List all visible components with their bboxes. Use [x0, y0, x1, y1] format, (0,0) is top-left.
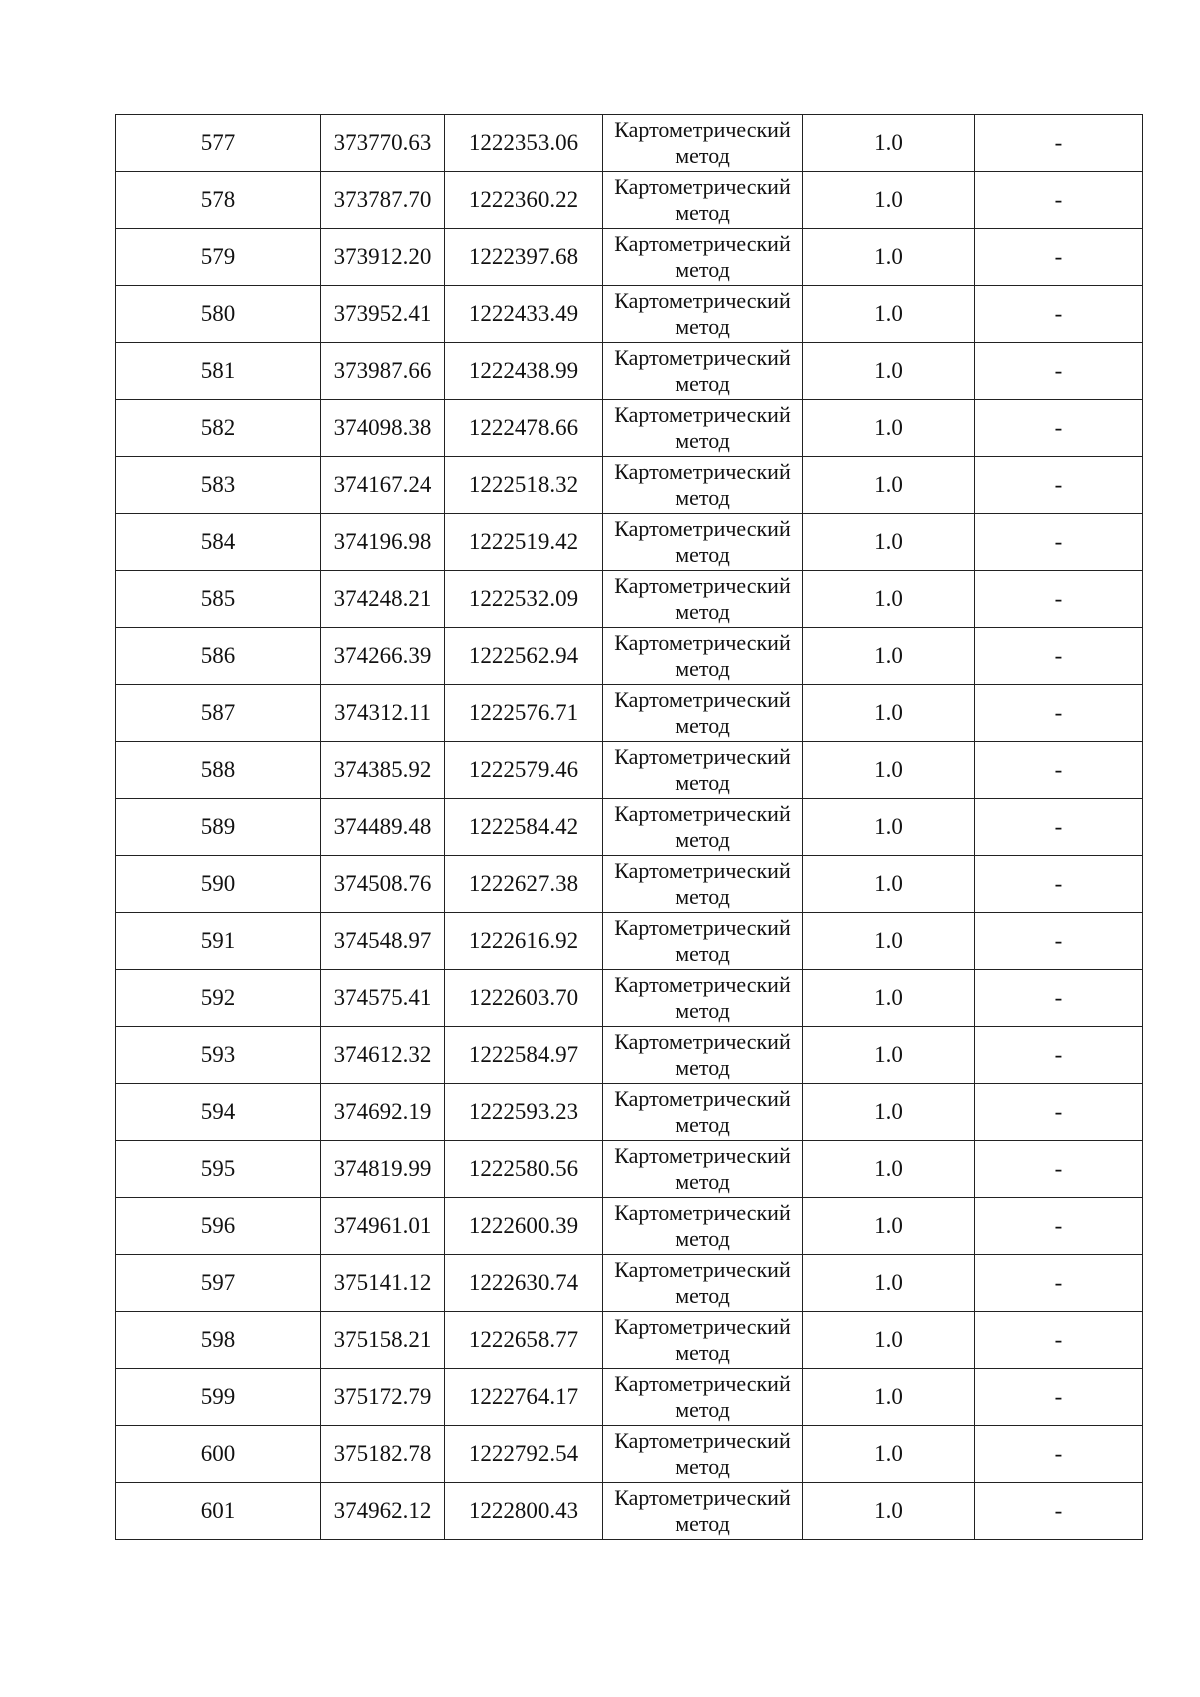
x-coordinate-cell: 374098.38: [321, 400, 445, 457]
method-line-2: метод: [675, 770, 730, 795]
table-row: [116, 571, 1143, 628]
method-line-1: Картометрический: [614, 174, 791, 199]
x-coordinate-cell: 375141.12: [321, 1255, 445, 1312]
y-coordinate-cell: 1222576.71: [445, 685, 603, 742]
note-cell: -: [975, 571, 1143, 628]
method-line-1: Картометрический: [614, 459, 791, 484]
table-row: [116, 742, 1143, 799]
method-line-2: метод: [675, 941, 730, 966]
y-coordinate-cell: 1222478.66: [445, 400, 603, 457]
y-coordinate-cell: 1222584.97: [445, 1027, 603, 1084]
x-coordinate-cell: 374819.99: [321, 1141, 445, 1198]
method-line-2: метод: [675, 1340, 730, 1365]
point-number-cell: 592: [116, 970, 321, 1027]
method-line-2: метод: [675, 884, 730, 909]
method-cell: [603, 856, 803, 913]
x-coordinate-cell: 374489.48: [321, 799, 445, 856]
note-cell: -: [975, 343, 1143, 400]
y-coordinate-cell: 1222518.32: [445, 457, 603, 514]
y-coordinate-cell: 1222353.06: [445, 115, 603, 172]
method-cell: [603, 1255, 803, 1312]
y-coordinate-cell: 1222360.22: [445, 172, 603, 229]
point-number-cell: 594: [116, 1084, 321, 1141]
table-row: [116, 400, 1143, 457]
method-cell: [603, 115, 803, 172]
method-cell: [603, 457, 803, 514]
method-line-2: метод: [675, 599, 730, 624]
point-number-cell: 597: [116, 1255, 321, 1312]
accuracy-cell: 1.0: [803, 400, 975, 457]
note-cell: -: [975, 1369, 1143, 1426]
point-number-cell: 601: [116, 1483, 321, 1540]
method-line-2: метод: [675, 200, 730, 225]
note-cell: -: [975, 172, 1143, 229]
method-line-1: Картометрический: [614, 345, 791, 370]
method-line-2: метод: [675, 1397, 730, 1422]
method-line-1: Картометрический: [614, 972, 791, 997]
accuracy-cell: 1.0: [803, 685, 975, 742]
accuracy-cell: 1.0: [803, 571, 975, 628]
method-line-2: метод: [675, 998, 730, 1023]
method-line-1: Картометрический: [614, 630, 791, 655]
table-row: [116, 172, 1143, 229]
method-line-1: Картометрический: [614, 1428, 791, 1453]
x-coordinate-cell: 374266.39: [321, 628, 445, 685]
y-coordinate-cell: 1222764.17: [445, 1369, 603, 1426]
method-line-1: Картометрический: [614, 573, 791, 598]
method-line-1: Картометрический: [614, 687, 791, 712]
method-line-1: Картометрический: [614, 516, 791, 541]
y-coordinate-cell: 1222630.74: [445, 1255, 603, 1312]
table-row: [116, 1426, 1143, 1483]
point-number-cell: 584: [116, 514, 321, 571]
method-line-1: Картометрический: [614, 1257, 791, 1282]
note-cell: -: [975, 685, 1143, 742]
method-cell: [603, 913, 803, 970]
point-number-cell: 593: [116, 1027, 321, 1084]
method-line-1: Картометрический: [614, 1200, 791, 1225]
y-coordinate-cell: 1222580.56: [445, 1141, 603, 1198]
note-cell: -: [975, 742, 1143, 799]
y-coordinate-cell: 1222438.99: [445, 343, 603, 400]
point-number-cell: 591: [116, 913, 321, 970]
y-coordinate-cell: 1222658.77: [445, 1312, 603, 1369]
y-coordinate-cell: 1222397.68: [445, 229, 603, 286]
method-line-1: Картометрический: [614, 1371, 791, 1396]
y-coordinate-cell: 1222600.39: [445, 1198, 603, 1255]
accuracy-cell: 1.0: [803, 286, 975, 343]
x-coordinate-cell: 374312.11: [321, 685, 445, 742]
x-coordinate-cell: 374196.98: [321, 514, 445, 571]
accuracy-cell: 1.0: [803, 343, 975, 400]
accuracy-cell: 1.0: [803, 229, 975, 286]
x-coordinate-cell: 374508.76: [321, 856, 445, 913]
accuracy-cell: 1.0: [803, 628, 975, 685]
note-cell: -: [975, 1027, 1143, 1084]
method-line-2: метод: [675, 1112, 730, 1137]
accuracy-cell: 1.0: [803, 1483, 975, 1540]
method-cell: [603, 1312, 803, 1369]
method-cell: [603, 1198, 803, 1255]
accuracy-cell: 1.0: [803, 172, 975, 229]
note-cell: -: [975, 286, 1143, 343]
y-coordinate-cell: 1222593.23: [445, 1084, 603, 1141]
accuracy-cell: 1.0: [803, 913, 975, 970]
x-coordinate-cell: 374692.19: [321, 1084, 445, 1141]
point-number-cell: 595: [116, 1141, 321, 1198]
table-row: [116, 685, 1143, 742]
method-cell: [603, 1027, 803, 1084]
y-coordinate-cell: 1222616.92: [445, 913, 603, 970]
accuracy-cell: 1.0: [803, 1255, 975, 1312]
coordinates-table: [115, 114, 1143, 1540]
x-coordinate-cell: 374961.01: [321, 1198, 445, 1255]
y-coordinate-cell: 1222627.38: [445, 856, 603, 913]
method-line-1: Картометрический: [614, 744, 791, 769]
y-coordinate-cell: 1222579.46: [445, 742, 603, 799]
table-row: [116, 913, 1143, 970]
accuracy-cell: 1.0: [803, 1426, 975, 1483]
accuracy-cell: 1.0: [803, 1369, 975, 1426]
point-number-cell: 578: [116, 172, 321, 229]
method-cell: [603, 970, 803, 1027]
point-number-cell: 579: [116, 229, 321, 286]
note-cell: -: [975, 799, 1143, 856]
method-line-2: метод: [675, 827, 730, 852]
method-line-1: Картометрический: [614, 117, 791, 142]
y-coordinate-cell: 1222800.43: [445, 1483, 603, 1540]
x-coordinate-cell: 374385.92: [321, 742, 445, 799]
y-coordinate-cell: 1222433.49: [445, 286, 603, 343]
table-row: [116, 286, 1143, 343]
x-coordinate-cell: 375182.78: [321, 1426, 445, 1483]
point-number-cell: 583: [116, 457, 321, 514]
note-cell: -: [975, 1426, 1143, 1483]
point-number-cell: 587: [116, 685, 321, 742]
method-line-1: Картометрический: [614, 1086, 791, 1111]
note-cell: -: [975, 913, 1143, 970]
table-row: [116, 856, 1143, 913]
method-cell: [603, 1426, 803, 1483]
table-row: [116, 1198, 1143, 1255]
method-cell: [603, 799, 803, 856]
method-cell: [603, 172, 803, 229]
note-cell: -: [975, 970, 1143, 1027]
note-cell: -: [975, 1141, 1143, 1198]
table-row: [116, 514, 1143, 571]
method-cell: [603, 229, 803, 286]
method-line-2: метод: [675, 1169, 730, 1194]
accuracy-cell: 1.0: [803, 742, 975, 799]
method-line-2: метод: [675, 1283, 730, 1308]
method-line-2: метод: [675, 371, 730, 396]
point-number-cell: 600: [116, 1426, 321, 1483]
point-number-cell: 585: [116, 571, 321, 628]
method-line-1: Картометрический: [614, 1314, 791, 1339]
method-cell: [603, 1369, 803, 1426]
y-coordinate-cell: 1222519.42: [445, 514, 603, 571]
note-cell: -: [975, 229, 1143, 286]
note-cell: -: [975, 1198, 1143, 1255]
point-number-cell: 580: [116, 286, 321, 343]
x-coordinate-cell: 373770.63: [321, 115, 445, 172]
method-line-2: метод: [675, 542, 730, 567]
x-coordinate-cell: 373787.70: [321, 172, 445, 229]
accuracy-cell: 1.0: [803, 1312, 975, 1369]
point-number-cell: 590: [116, 856, 321, 913]
table-row: [116, 229, 1143, 286]
table-row: [116, 1084, 1143, 1141]
method-line-2: метод: [675, 143, 730, 168]
accuracy-cell: 1.0: [803, 1198, 975, 1255]
x-coordinate-cell: 374962.12: [321, 1483, 445, 1540]
method-line-2: метод: [675, 257, 730, 282]
method-line-2: метод: [675, 656, 730, 681]
point-number-cell: 577: [116, 115, 321, 172]
note-cell: -: [975, 514, 1143, 571]
method-line-2: метод: [675, 1511, 730, 1536]
method-cell: [603, 742, 803, 799]
note-cell: -: [975, 400, 1143, 457]
note-cell: -: [975, 1483, 1143, 1540]
method-cell: [603, 400, 803, 457]
method-cell: [603, 1084, 803, 1141]
x-coordinate-cell: 374575.41: [321, 970, 445, 1027]
y-coordinate-cell: 1222603.70: [445, 970, 603, 1027]
table-row: [116, 1369, 1143, 1426]
method-cell: [603, 1141, 803, 1198]
table-row: [116, 115, 1143, 172]
method-cell: [603, 1483, 803, 1540]
method-line-2: метод: [675, 1226, 730, 1251]
point-number-cell: 581: [116, 343, 321, 400]
accuracy-cell: 1.0: [803, 970, 975, 1027]
method-line-1: Картометрический: [614, 1029, 791, 1054]
table-row: [116, 799, 1143, 856]
method-line-1: Картометрический: [614, 915, 791, 940]
table-row: [116, 457, 1143, 514]
x-coordinate-cell: 375158.21: [321, 1312, 445, 1369]
method-cell: [603, 628, 803, 685]
point-number-cell: 582: [116, 400, 321, 457]
method-line-2: метод: [675, 314, 730, 339]
note-cell: -: [975, 628, 1143, 685]
x-coordinate-cell: 374167.24: [321, 457, 445, 514]
y-coordinate-cell: 1222792.54: [445, 1426, 603, 1483]
x-coordinate-cell: 374548.97: [321, 913, 445, 970]
note-cell: -: [975, 1312, 1143, 1369]
point-number-cell: 598: [116, 1312, 321, 1369]
y-coordinate-cell: 1222532.09: [445, 571, 603, 628]
method-cell: [603, 685, 803, 742]
table-row: [116, 343, 1143, 400]
x-coordinate-cell: 375172.79: [321, 1369, 445, 1426]
x-coordinate-cell: 374248.21: [321, 571, 445, 628]
accuracy-cell: 1.0: [803, 115, 975, 172]
y-coordinate-cell: 1222584.42: [445, 799, 603, 856]
method-line-2: метод: [675, 1055, 730, 1080]
method-line-1: Картометрический: [614, 402, 791, 427]
method-line-1: Картометрический: [614, 858, 791, 883]
note-cell: -: [975, 457, 1143, 514]
x-coordinate-cell: 373912.20: [321, 229, 445, 286]
note-cell: -: [975, 856, 1143, 913]
method-line-2: метод: [675, 428, 730, 453]
point-number-cell: 596: [116, 1198, 321, 1255]
note-cell: -: [975, 1084, 1143, 1141]
table-row: [116, 1255, 1143, 1312]
table-row: [116, 1141, 1143, 1198]
method-cell: [603, 286, 803, 343]
method-line-1: Картометрический: [614, 1143, 791, 1168]
accuracy-cell: 1.0: [803, 514, 975, 571]
table-row: [116, 628, 1143, 685]
point-number-cell: 588: [116, 742, 321, 799]
accuracy-cell: 1.0: [803, 856, 975, 913]
table-row: [116, 1027, 1143, 1084]
note-cell: -: [975, 115, 1143, 172]
method-line-1: Картометрический: [614, 801, 791, 826]
table-body: [116, 115, 1143, 1540]
point-number-cell: 599: [116, 1369, 321, 1426]
accuracy-cell: 1.0: [803, 1027, 975, 1084]
table-row: [116, 1483, 1143, 1540]
x-coordinate-cell: 373987.66: [321, 343, 445, 400]
accuracy-cell: 1.0: [803, 1084, 975, 1141]
method-line-1: Картометрический: [614, 231, 791, 256]
x-coordinate-cell: 374612.32: [321, 1027, 445, 1084]
point-number-cell: 589: [116, 799, 321, 856]
table-row: [116, 1312, 1143, 1369]
accuracy-cell: 1.0: [803, 457, 975, 514]
accuracy-cell: 1.0: [803, 1141, 975, 1198]
method-cell: [603, 571, 803, 628]
table-row: [116, 970, 1143, 1027]
method-line-2: метод: [675, 1454, 730, 1479]
method-line-1: Картометрический: [614, 1485, 791, 1510]
x-coordinate-cell: 373952.41: [321, 286, 445, 343]
method-cell: [603, 343, 803, 400]
note-cell: -: [975, 1255, 1143, 1312]
point-number-cell: 586: [116, 628, 321, 685]
accuracy-cell: 1.0: [803, 799, 975, 856]
method-line-2: метод: [675, 713, 730, 738]
method-cell: [603, 514, 803, 571]
y-coordinate-cell: 1222562.94: [445, 628, 603, 685]
method-line-1: Картометрический: [614, 288, 791, 313]
method-line-2: метод: [675, 485, 730, 510]
